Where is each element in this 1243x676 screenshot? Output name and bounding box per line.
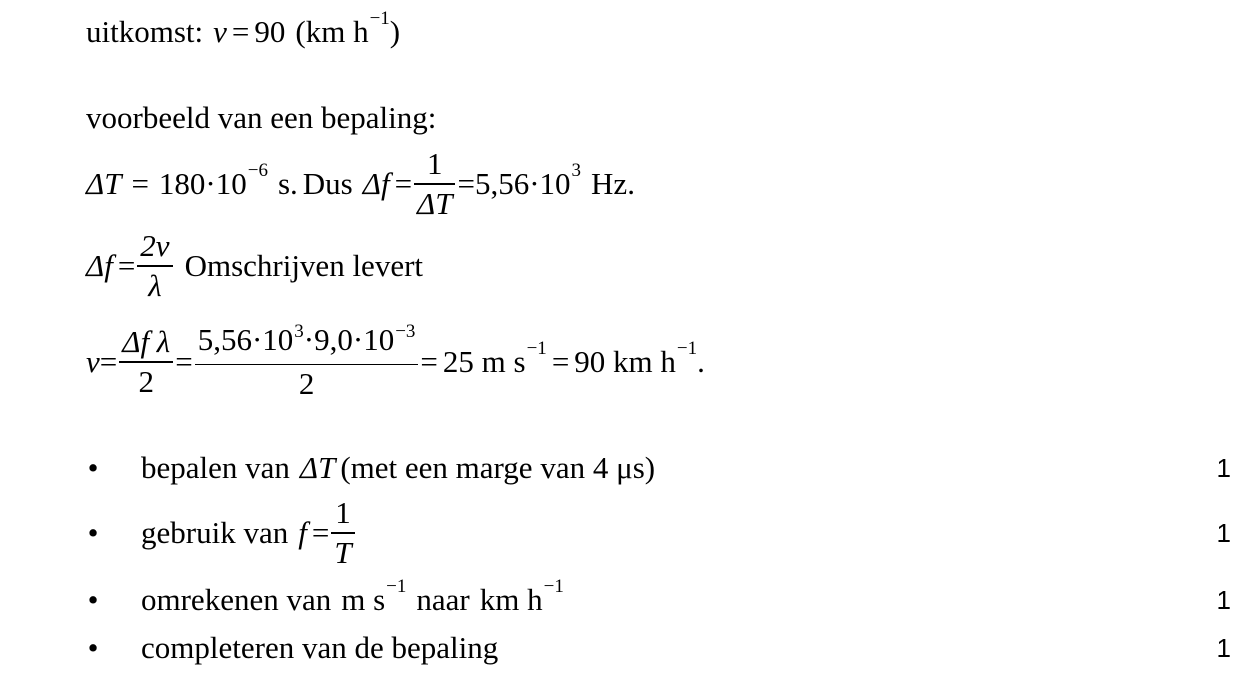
criterion-score: 1 <box>1216 452 1231 483</box>
eq1-equals3: = <box>457 166 475 201</box>
criterion-prefix: gebruik van <box>141 515 289 550</box>
example-heading-text: voorbeeld van een bepaling: <box>86 100 437 135</box>
eq1-period: . <box>627 166 635 201</box>
equation-velocity <box>86 320 705 404</box>
eq3-fraction1-numerator: Δf λ <box>122 324 171 360</box>
eq1-result-unit: Hz <box>591 166 628 201</box>
bullet: • <box>87 515 99 550</box>
criterion-row <box>0 628 1243 668</box>
criterion-prefix: completeren van de bepaling <box>141 630 499 665</box>
eq3-fraction2-numerator <box>195 321 419 364</box>
eq3-num-part-b-exponent: −3 <box>395 320 416 342</box>
eq1-equals2: = <box>394 166 413 201</box>
criterion-row <box>0 448 1243 488</box>
criterion-score: 1 <box>1216 584 1231 615</box>
eq2-text: Omschrijven levert <box>184 248 424 283</box>
eq1-fraction-numerator: 1 <box>427 146 443 182</box>
criterion-fraction-numerator: 1 <box>335 495 351 531</box>
bullet: • <box>87 450 99 485</box>
criterion-row <box>0 493 1243 573</box>
outcome-line <box>86 8 401 52</box>
eq3-equals1: = <box>99 344 118 379</box>
criterion-fraction-denominator: T <box>334 534 352 570</box>
outcome-unit-exponent: −1 <box>369 8 390 29</box>
eq3-num-part-a: 5,56·10 <box>197 321 294 357</box>
outcome-value: 90 <box>254 14 286 49</box>
eq2-fraction-numerator: 2v <box>140 228 170 264</box>
eq3-num-part-b: ·9,0·10 <box>303 321 395 357</box>
eq3-result2: 90 km h <box>574 344 676 379</box>
bullet: • <box>87 630 99 665</box>
criterion-unit1-exponent: −1 <box>386 576 407 597</box>
criterion-score: 1 <box>1216 517 1231 548</box>
outcome-unit-open: (km h <box>295 14 369 49</box>
eq1-result: 5,56·10 <box>474 166 571 201</box>
criterion-middle: naar <box>416 582 470 617</box>
eq3-result1-exponent: −1 <box>526 338 547 359</box>
eq1-lhs2: Δf <box>362 166 390 201</box>
outcome-variable: v <box>213 14 227 49</box>
eq2-lhs: Δf <box>86 248 113 283</box>
eq3-equals2: = <box>175 344 193 379</box>
eq3-fraction2 <box>195 321 419 404</box>
eq3-period: . <box>697 344 705 379</box>
outcome-unit-close: ) <box>389 14 401 49</box>
criterion-prefix: bepalen van <box>141 450 290 485</box>
eq1-lhs: ΔT <box>86 166 122 201</box>
eq3-fraction1-denominator: 2 <box>138 363 154 399</box>
criterion-text <box>141 630 498 666</box>
eq3-equals3: = <box>420 344 438 379</box>
criterion-symbol: ΔT <box>299 450 336 485</box>
criterion-unit1: m s <box>341 582 386 617</box>
criterion-prefix: omrekenen van <box>141 582 332 617</box>
criterion-text <box>141 450 655 486</box>
eq3-fraction1 <box>119 323 173 401</box>
criterion-row <box>0 576 1243 620</box>
criterion-equals: = <box>311 515 330 550</box>
eq3-result1: 25 m s <box>442 344 526 379</box>
example-heading <box>86 98 436 138</box>
eq2-fraction-denominator: λ <box>148 267 162 303</box>
bullet: • <box>87 582 99 617</box>
eq1-result-exponent: 3 <box>571 160 582 181</box>
eq1-unit: s. <box>277 166 298 201</box>
eq1-fraction-denominator: ΔT <box>417 185 453 221</box>
eq1-word: Dus <box>302 166 353 201</box>
eq2-equals: = <box>117 248 136 283</box>
outcome-equals: = <box>231 14 250 49</box>
eq2-fraction <box>137 227 172 305</box>
criterion-symbol: f <box>298 515 307 550</box>
criterion-text <box>141 576 564 618</box>
eq1-exponent: −6 <box>247 160 268 181</box>
criterion-suffix: (met een marge van 4 μs) <box>340 450 656 485</box>
equation-delta-f <box>86 226 423 306</box>
eq1-equals: = <box>131 166 149 201</box>
eq3-num-part-a-exponent: 3 <box>294 320 304 342</box>
equation-delta-t <box>86 144 635 224</box>
eq3-result2-exponent: −1 <box>676 338 698 359</box>
criterion-fraction <box>331 494 354 572</box>
eq1-fraction <box>414 145 455 223</box>
eq3-fraction2-denominator: 2 <box>298 366 315 402</box>
criterion-score: 1 <box>1216 632 1231 663</box>
criterion-text <box>141 494 357 572</box>
eq3-lhs: v <box>86 344 100 379</box>
outcome-label: uitkomst: <box>86 14 204 49</box>
eq1-value: 180·10 <box>158 166 247 201</box>
criterion-unit2: km h <box>479 582 543 617</box>
eq3-equals4: = <box>551 344 570 379</box>
criterion-unit2-exponent: −1 <box>543 576 564 597</box>
